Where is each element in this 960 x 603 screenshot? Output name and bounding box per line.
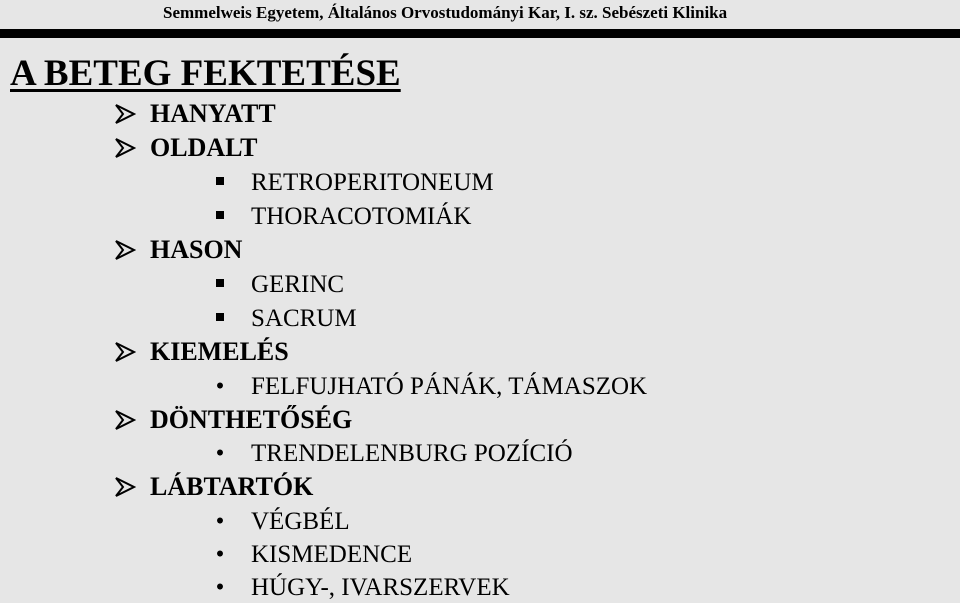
round-bullet-icon: • bbox=[215, 373, 225, 400]
institution-name: Semmelweis Egyetem, Általános Orvostudományi Kar, I. sz. Sebészeti Klinika bbox=[163, 3, 728, 22]
slide-title: A BETEG FEKTETÉSE bbox=[10, 53, 401, 94]
round-bullet-icon: • bbox=[215, 508, 225, 535]
arrow-bullet-icon bbox=[114, 239, 136, 261]
round-bullet-icon: • bbox=[215, 440, 225, 467]
square-bullet-icon bbox=[216, 313, 224, 321]
round-bullet-icon: • bbox=[215, 541, 225, 568]
sub-item-label: RETROPERITONEUM bbox=[251, 169, 494, 196]
header-rule bbox=[0, 29, 960, 38]
sub-item-label: HÚGY-, IVARSZERVEK bbox=[251, 574, 510, 601]
sub-item-label: FELFUJHATÓ PÁNÁK, TÁMASZOK bbox=[251, 373, 648, 400]
arrow-bullet-icon bbox=[114, 137, 136, 159]
sub-item-label: SACRUM bbox=[251, 305, 357, 332]
arrow-bullet-icon bbox=[114, 341, 136, 363]
bullet-label: OLDALT bbox=[150, 133, 258, 162]
arrow-bullet-icon bbox=[114, 103, 136, 125]
sub-item-label: TRENDELENBURG POZÍCIÓ bbox=[251, 440, 573, 467]
sub-item-label: VÉGBÉL bbox=[251, 508, 350, 535]
bullet-label: HASON bbox=[150, 235, 243, 264]
square-bullet-icon bbox=[216, 177, 224, 185]
bullet-label: DÖNTHETŐSÉG bbox=[150, 405, 353, 434]
round-bullet-icon: • bbox=[215, 574, 225, 601]
arrow-bullet-icon bbox=[114, 476, 136, 498]
bullet-label: LÁBTARTÓK bbox=[150, 472, 314, 501]
arrow-bullet-icon bbox=[114, 409, 136, 431]
square-bullet-icon bbox=[216, 279, 224, 287]
bullet-label: KIEMELÉS bbox=[150, 337, 289, 366]
slide-header bbox=[0, 0, 960, 30]
bullet-label: HANYATT bbox=[150, 99, 276, 128]
sub-item-label: THORACOTOMIÁK bbox=[251, 203, 472, 230]
sub-item-label: GERINC bbox=[251, 271, 345, 298]
sub-item-label: KISMEDENCE bbox=[251, 541, 413, 568]
square-bullet-icon bbox=[216, 211, 224, 219]
